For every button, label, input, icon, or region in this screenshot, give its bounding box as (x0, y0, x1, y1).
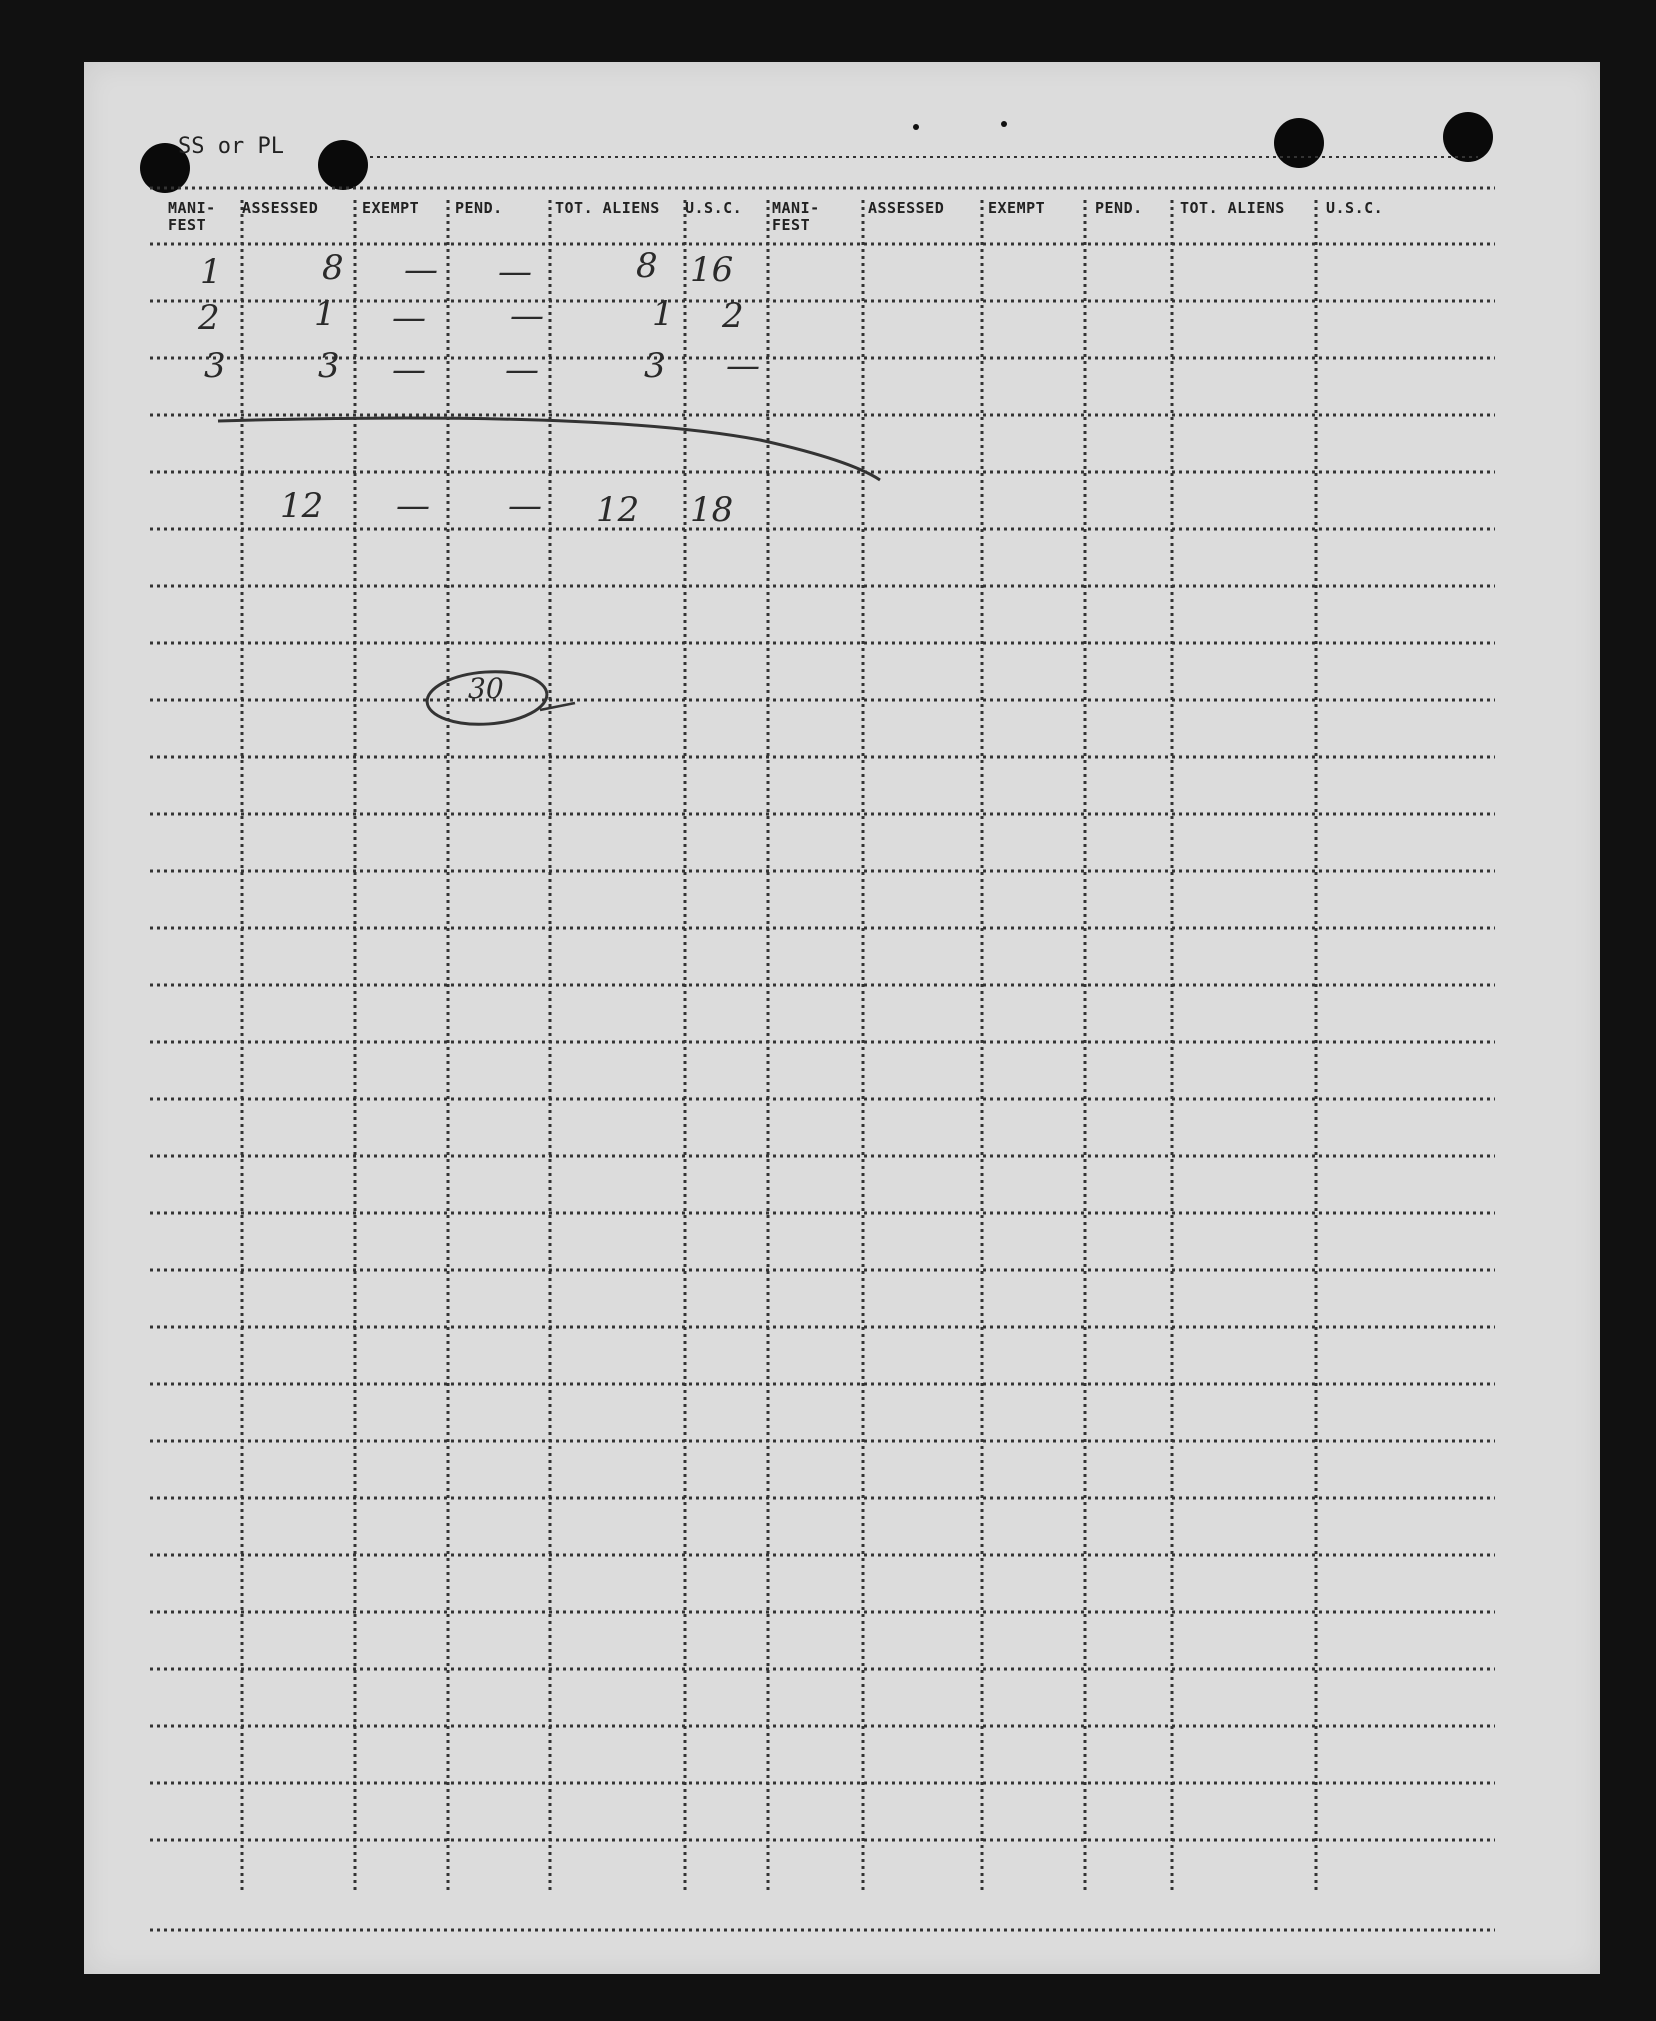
ss-or-pl-label: SS or PL (178, 134, 284, 159)
header-left-pend: PEND. (455, 199, 503, 217)
entry-2-exempt: — (392, 298, 426, 338)
header-left-usc: U.S.C. (685, 199, 743, 217)
entry-3-tot-aliens: 3 (644, 346, 666, 386)
total-tot-aliens: 12 (596, 490, 640, 530)
entry-1-assessed: 8 (322, 248, 344, 288)
entry-1-pend: — (498, 252, 532, 292)
entry-3-usc: — (726, 346, 760, 386)
entry-3-manifest: 3 (204, 346, 226, 386)
header-left-tot-aliens: TOT. ALIENS (555, 199, 660, 217)
grid-column-lines (242, 200, 1316, 1890)
header-right-pend: PEND. (1095, 199, 1143, 217)
entry-1-tot-aliens: 8 (636, 246, 658, 286)
header-right-manifest: MANI- FEST (772, 199, 820, 234)
total-exempt: — (396, 486, 430, 526)
entry-3-exempt: — (392, 350, 426, 390)
header-left-manifest: MANI- FEST (168, 199, 216, 234)
entry-2-tot-aliens: 1 (652, 294, 674, 334)
entry-1-exempt: — (404, 250, 438, 290)
entry-1-manifest: 1 (200, 252, 222, 292)
entry-2-pend: — (510, 296, 544, 336)
total-assessed: 12 (280, 486, 324, 526)
header-left-assessed: ASSESSED (242, 199, 319, 217)
grid-row-lines (150, 188, 1495, 1930)
entry-3-assessed: 3 (318, 346, 340, 386)
entry-2-manifest: 2 (198, 298, 220, 338)
entry-3-pend: — (505, 350, 539, 390)
entry-2-assessed: 1 (314, 294, 336, 334)
pen-circle-tail (540, 703, 575, 710)
header-right-assessed: ASSESSED (868, 199, 945, 217)
entry-2-usc: 2 (722, 296, 744, 336)
circled-total: 30 (468, 672, 504, 705)
total-pend: — (508, 486, 542, 526)
header-left-exempt: EXEMPT (362, 199, 420, 217)
header-right-usc: U.S.C. (1326, 199, 1384, 217)
header-right-exempt: EXEMPT (988, 199, 1046, 217)
entry-1-usc: 16 (690, 250, 734, 290)
total-usc: 18 (690, 490, 734, 530)
header-right-tot-aliens: TOT. ALIENS (1180, 199, 1285, 217)
